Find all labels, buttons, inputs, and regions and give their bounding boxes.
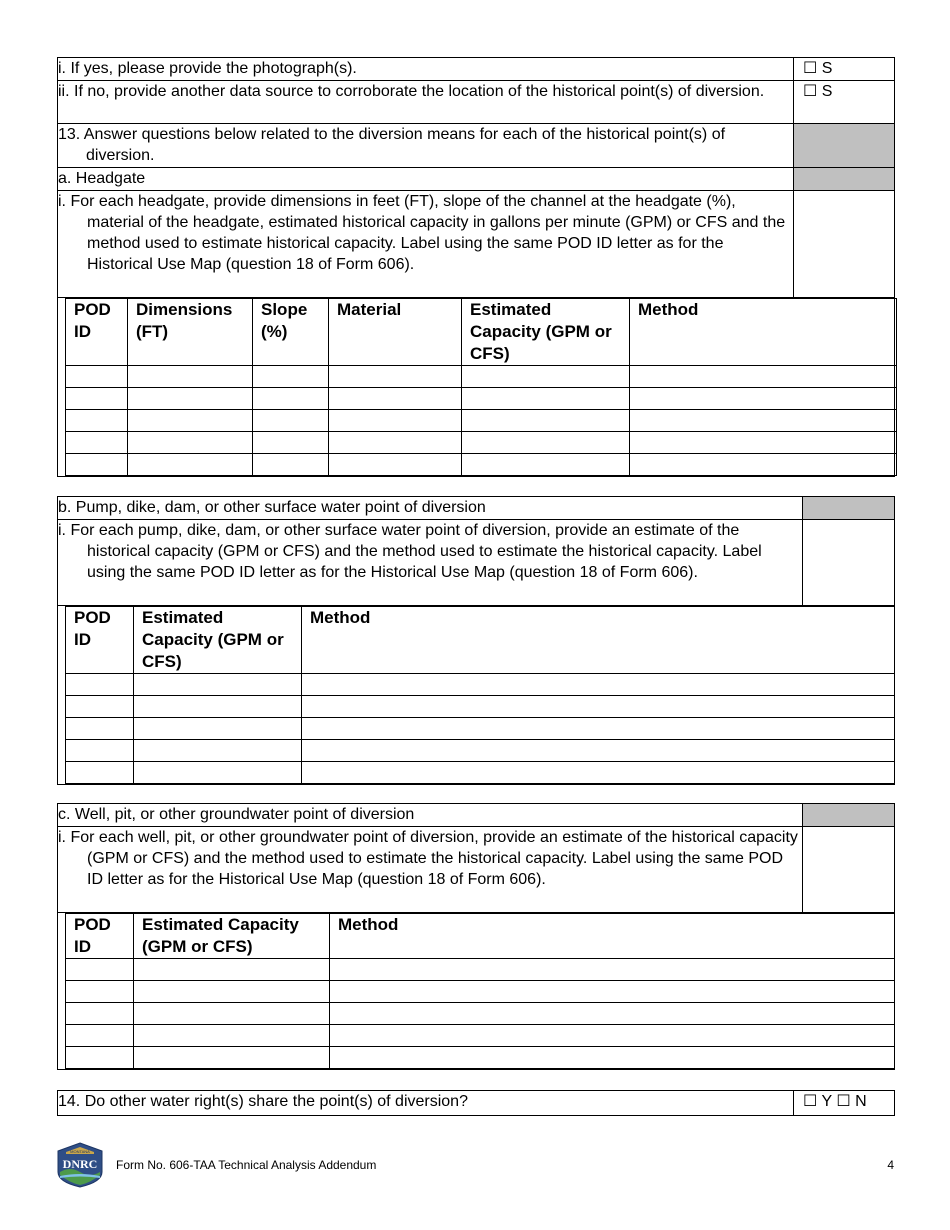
dimensions-cell[interactable] <box>128 366 253 388</box>
method-cell[interactable] <box>330 1003 895 1025</box>
page-number: 4 <box>887 1158 894 1172</box>
dimensions-cell[interactable] <box>128 432 253 454</box>
capacity-cell[interactable] <box>134 718 302 740</box>
headgate-table <box>65 298 897 476</box>
method-cell[interactable] <box>630 432 897 454</box>
capacity-cell[interactable] <box>462 410 630 432</box>
dnrc-logo <box>56 1142 104 1188</box>
blank-cell <box>794 191 895 298</box>
pump-section <box>57 496 895 785</box>
pod-id-cell[interactable] <box>66 1025 134 1047</box>
well-grid-wrap <box>57 913 895 1070</box>
shaded-cell <box>794 124 895 168</box>
method-cell[interactable] <box>302 740 895 762</box>
pump-instructions: i. For each pump, dike, dam, or other surface water point of diversion, provide an estimate of the historical capacity (GPM or CFS) and the method used to estimate the historical capacity. Label using the same POD ID letter as for the Historical Use Map (question 18 of Form 606). <box>58 520 803 606</box>
material-cell[interactable] <box>329 410 462 432</box>
table-row <box>66 959 895 981</box>
col-header-method: Method <box>630 299 897 366</box>
logo-top-text: MONTANA <box>70 1149 90 1154</box>
col-header-dimensions: Dimensions (FT) <box>128 299 253 366</box>
col-header-capacity: Estimated Capacity (GPM or CFS) <box>134 607 302 674</box>
table-row <box>66 718 895 740</box>
diversion-section <box>57 57 895 477</box>
blank-cell <box>803 827 895 913</box>
shaded-cell <box>803 804 895 827</box>
material-cell[interactable] <box>329 454 462 476</box>
method-cell[interactable] <box>330 1047 895 1069</box>
well-questions-table <box>57 803 895 913</box>
col-header-material: Material <box>329 299 462 366</box>
well-table <box>65 913 895 1069</box>
col-header-capacity: Estimated Capacity (GPM or CFS) <box>134 914 330 959</box>
capacity-cell[interactable] <box>134 674 302 696</box>
pump-grid-wrap <box>57 606 895 785</box>
capacity-cell[interactable] <box>134 1025 330 1047</box>
pod-id-cell[interactable] <box>66 762 134 784</box>
pod-id-cell[interactable] <box>66 388 128 410</box>
col-header-pod-id: POD ID <box>66 607 134 674</box>
table-row <box>66 1003 895 1025</box>
pod-id-cell[interactable] <box>66 366 128 388</box>
capacity-cell[interactable] <box>134 981 330 1003</box>
table-row <box>66 762 895 784</box>
slope-cell[interactable] <box>253 366 329 388</box>
capacity-cell[interactable] <box>134 696 302 718</box>
col-header-method: Method <box>302 607 895 674</box>
shaded-cell <box>794 168 895 191</box>
form-number: Form No. 606-TAA Technical Analysis Addendum <box>116 1158 377 1172</box>
pod-id-cell[interactable] <box>66 410 128 432</box>
table-row <box>66 1047 895 1069</box>
dimensions-cell[interactable] <box>128 388 253 410</box>
capacity-cell[interactable] <box>462 366 630 388</box>
method-cell[interactable] <box>302 718 895 740</box>
pod-id-cell[interactable] <box>66 454 128 476</box>
shaded-cell <box>803 497 895 520</box>
photos-checkbox[interactable]: ☐ S <box>794 58 895 81</box>
capacity-cell[interactable] <box>134 740 302 762</box>
table-row <box>66 1025 895 1047</box>
capacity-cell[interactable] <box>462 388 630 410</box>
other-source-question: ii. If no, provide another data source to corroborate the location of the historical point(s) of diversion. <box>58 81 794 124</box>
material-cell[interactable] <box>329 388 462 410</box>
col-header-pod-id: POD ID <box>66 914 134 959</box>
method-cell[interactable] <box>630 388 897 410</box>
table-row <box>66 366 897 388</box>
pump-table <box>65 606 895 784</box>
photos-question: i. If yes, please provide the photograph(s). <box>58 58 794 81</box>
pod-id-cell[interactable] <box>66 718 134 740</box>
table-row <box>66 674 895 696</box>
pod-id-cell[interactable] <box>66 959 134 981</box>
table-row <box>66 454 897 476</box>
capacity-cell[interactable] <box>134 1003 330 1025</box>
table-row <box>66 388 897 410</box>
slope-cell[interactable] <box>253 432 329 454</box>
capacity-cell[interactable] <box>134 959 330 981</box>
method-cell[interactable] <box>630 454 897 476</box>
well-label: c. Well, pit, or other groundwater point of diversion <box>58 804 803 827</box>
method-cell[interactable] <box>330 959 895 981</box>
slope-cell[interactable] <box>253 410 329 432</box>
col-header-pod-id: POD ID <box>66 299 128 366</box>
other-source-checkbox[interactable]: ☐ S <box>794 81 895 124</box>
pump-questions-table <box>57 496 895 606</box>
material-cell[interactable] <box>329 432 462 454</box>
method-cell[interactable] <box>330 1025 895 1047</box>
method-cell[interactable] <box>302 762 895 784</box>
method-cell[interactable] <box>630 366 897 388</box>
headgate-label: a. Headgate <box>58 168 794 191</box>
headgate-instructions: i. For each headgate, provide dimensions in feet (FT), slope of the channel at the headgate (%), material of the headgate, estimated historical capacity in gallons per minute (GPM) or CFS and the method used to estimate historical capacity. Label using the same POD ID letter as for the Historical Use Map (question 18 of Form 606). <box>58 191 794 298</box>
table-row <box>66 696 895 718</box>
col-header-method: Method <box>330 914 895 959</box>
method-cell[interactable] <box>302 696 895 718</box>
dimensions-cell[interactable] <box>128 454 253 476</box>
question-13: 13. Answer questions below related to the diversion means for each of the historical point(s) of diversion. <box>58 124 794 168</box>
pump-label: b. Pump, dike, dam, or other surface water point of diversion <box>58 497 803 520</box>
page-footer <box>56 1142 896 1192</box>
pod-id-cell[interactable] <box>66 1047 134 1069</box>
pod-id-cell[interactable] <box>66 1003 134 1025</box>
table-row <box>66 432 897 454</box>
headgate-grid-wrap <box>57 298 895 477</box>
capacity-cell[interactable] <box>462 432 630 454</box>
col-header-slope: Slope (%) <box>253 299 329 366</box>
capacity-cell[interactable] <box>134 762 302 784</box>
method-cell[interactable] <box>330 981 895 1003</box>
capacity-cell[interactable] <box>462 454 630 476</box>
col-header-capacity: Estimated Capacity (GPM or CFS) <box>462 299 630 366</box>
well-section <box>57 803 895 1070</box>
questions-table-top <box>57 57 895 298</box>
well-instructions: i. For each well, pit, or other groundwater point of diversion, provide an estimate of the historical capacity (GPM or CFS) and the method used to estimate the historical capacity. Label using the same POD ID letter as for the Historical Use Map (question 18 of Form 606). <box>58 827 803 913</box>
table-row <box>66 410 897 432</box>
capacity-cell[interactable] <box>134 1047 330 1069</box>
pod-id-cell[interactable] <box>66 696 134 718</box>
method-cell[interactable] <box>630 410 897 432</box>
slope-cell[interactable] <box>253 388 329 410</box>
material-cell[interactable] <box>329 366 462 388</box>
share-yes-no-checkboxes[interactable]: ☐ Y ☐ N <box>794 1091 895 1116</box>
table-row <box>66 740 895 762</box>
question-14-section <box>57 1090 895 1116</box>
question-14-table <box>57 1090 895 1116</box>
pod-id-cell[interactable] <box>66 981 134 1003</box>
method-cell[interactable] <box>302 674 895 696</box>
blank-cell <box>803 520 895 606</box>
table-row <box>66 981 895 1003</box>
pod-id-cell[interactable] <box>66 432 128 454</box>
question-14: 14. Do other water right(s) share the point(s) of diversion? <box>58 1091 794 1116</box>
pod-id-cell[interactable] <box>66 674 134 696</box>
pod-id-cell[interactable] <box>66 740 134 762</box>
slope-cell[interactable] <box>253 454 329 476</box>
logo-text: DNRC <box>62 1157 98 1171</box>
dimensions-cell[interactable] <box>128 410 253 432</box>
